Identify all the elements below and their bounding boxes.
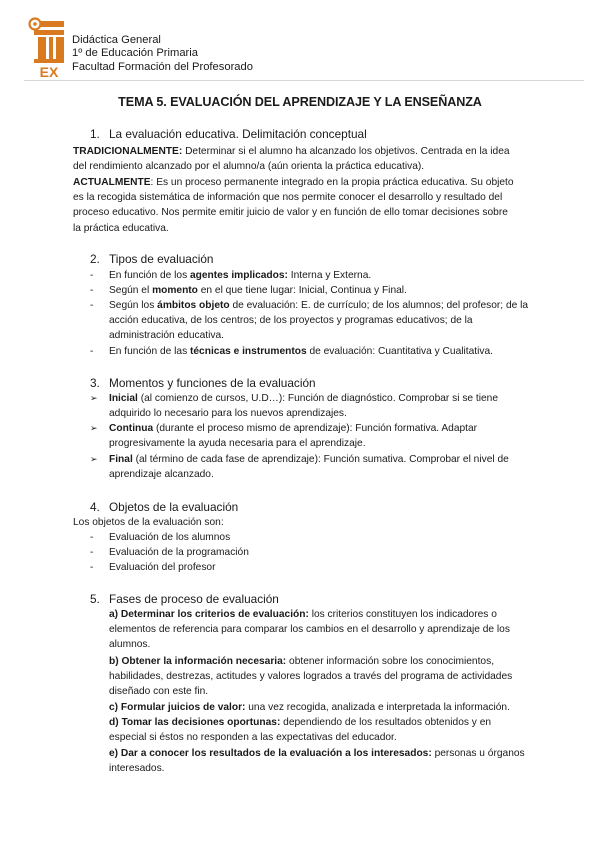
section-3-heading: 3. Momentos y funciones de la evaluación [90,376,316,390]
list-item: - Evaluación de los alumnos [90,532,231,543]
section-1-paragraph-2: ACTUALMENTE: Es un proceso permanente integrado en la propia práctica educativa. Su objeto es la recogida sistemática de información que nos permite conocer el desarrollo y resultado del proceso educativo. Nos permite emitir juicio de valor y en función de ello tomar decisiones sobre la práctica educativa. [73,177,514,234]
list-item: - En función de las técnicas e instrumentos de evaluación: Cuantitativa y Cualitativa. [90,346,493,357]
section-2-heading: 2. Tipos de evaluación [90,252,214,266]
list-item: - Según los ámbitos objeto de evaluación: E. de currículo; de los alumnos; del profesor; de la acción educativa, de los centros; de los proyectos y programas educativos; de la administración educativa. [90,300,529,342]
course-level: 1º de Educación Primaria [72,47,198,60]
phase-b: b) Obtener la información necesaria: obtener información sobre los conocimientos, habilidades, destrezas, actitudes y valores logrados a través del programa de actividades diseñado con este fin. [109,656,513,698]
section-5-heading: 5. Fases de proceso de evaluación [90,592,279,606]
phase-c: c) Formular juicios de valor: una vez recogida, analizada e interpretada la información. [109,702,510,713]
arrow-bullet-icon: ➢ [90,423,98,433]
header-text [72,34,253,74]
arrow-bullet-icon: ➢ [90,393,98,403]
faculty-name: Facultad Formación del Profesorado [72,60,253,73]
university-logo [26,14,70,78]
section-1-heading: 1. La evaluación educativa. Delimitación conceptual [90,127,367,141]
page-title: TEMA 5. EVALUACIÓN DEL APRENDIZAJE Y LA ENSEÑANZA [118,95,482,109]
list-item: ➢ Inicial (al comienzo de cursos, U.D…): Función de diagnóstico. Comprobar si se tiene adquirido lo necesario para los nuevos aprendizajes. [90,393,499,420]
list-item: ➢ Continua (durante el proceso mismo de aprendizaje): Función formativa. Adaptar progresivamente la ayuda necesaria para el aprendizaje. [90,423,478,450]
arrow-bullet-icon: ➢ [90,454,98,464]
phase-d: d) Tomar las decisiones oportunas: dependiendo de los resultados obtenidos y en especial si éstos no responden a las expectativas del educador. [109,717,492,744]
document-header [24,14,584,80]
list-item: - Evaluación de la programación [90,547,249,558]
logo-text: EX [39,64,59,78]
list-item: - En función de los agentes implicados: Interna y Externa. [90,270,372,281]
phase-a: a) Determinar los criterios de evaluación: los criterios constituyen los indicadores o elementos de referencia para comparar los cambios en el desarrollo y aprendizaje de los alumnos. [109,609,510,651]
list-item: - Según el momento en el que tiene lugar: Inicial, Continua y Final. [90,285,407,296]
list-item: - Evaluación del profesor [90,562,216,573]
section-1-paragraph-1: TRADICIONALMENTE: Determinar si el alumno ha alcanzado los objetivos. Centrada en la idea del rendimiento alcanzado por el alumno/a (aún orienta la práctica educativa). [73,146,510,173]
section-4-intro: Los objetos de la evaluación son: [73,517,224,528]
section-4-heading: 4. Objetos de la evaluación [90,500,239,514]
course-name: Didáctica General [72,34,161,46]
list-item: ➢ Final (al término de cada fase de aprendizaje): Función sumativa. Comprobar el nivel de aprendizaje alcanzado. [90,454,509,481]
phase-e: e) Dar a conocer los resultados de la evaluación a los interesados: personas u órganos interesados. [109,748,525,775]
header-divider [24,80,584,81]
